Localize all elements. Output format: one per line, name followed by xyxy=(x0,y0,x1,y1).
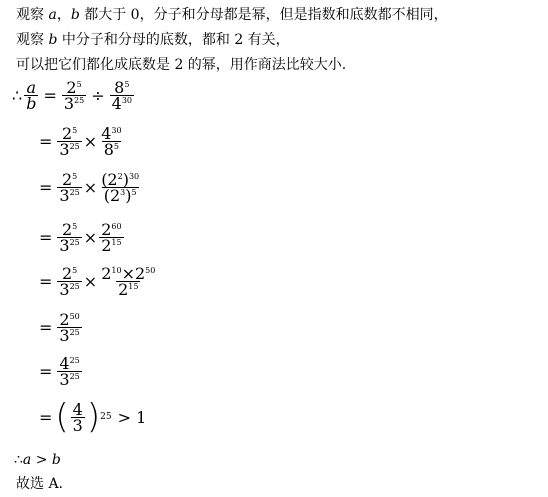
fraction xyxy=(99,266,157,297)
fraction xyxy=(62,80,86,111)
times-sign: × xyxy=(83,228,98,247)
equals-sign: = xyxy=(39,407,53,427)
denominator: $8^5$ xyxy=(103,140,120,159)
denominator: 3 xyxy=(72,415,83,435)
text-fragment: ， xyxy=(56,7,71,23)
numerator: $2^5$ xyxy=(61,220,78,239)
step-7 xyxy=(36,356,84,387)
therefore-symbol: ∴ xyxy=(12,86,23,105)
times-sign: × xyxy=(83,178,98,197)
times-sign: × xyxy=(83,132,98,151)
numerator: 4 xyxy=(72,399,83,419)
denominator: $3^{25}$ xyxy=(59,236,80,255)
greater-than: > xyxy=(31,452,52,468)
text-fragment: 观察 xyxy=(16,32,49,48)
step-4 xyxy=(36,222,126,253)
numerator: $2^{50}$ xyxy=(59,310,80,329)
denominator: $3^{25}$ xyxy=(59,140,80,159)
fraction xyxy=(99,126,123,157)
fraction xyxy=(110,80,134,111)
conclusion-line xyxy=(14,451,61,469)
denominator: $3^{25}$ xyxy=(59,280,80,299)
equals-sign: = xyxy=(39,318,53,337)
variable-a: a xyxy=(22,452,32,468)
variable-b: b xyxy=(48,32,58,48)
equals-sign: = xyxy=(39,272,53,291)
fraction xyxy=(57,172,81,203)
numerator: $2^5$ xyxy=(61,170,78,189)
text-fragment: 观察 xyxy=(16,7,49,23)
fraction xyxy=(57,222,81,253)
equals-sign: = xyxy=(43,86,57,105)
text-line-1 xyxy=(16,6,448,24)
equals-sign: = xyxy=(39,362,53,381)
denominator: b xyxy=(26,94,37,113)
variable-b: b xyxy=(51,452,61,468)
therefore-symbol: ∴ xyxy=(14,452,23,468)
text-fragment: 都大于 0，分子和分母都是幂，但是指数和底数都不相同， xyxy=(79,7,448,23)
text-line-3: 可以把它们都化成底数是 2 的幂，用作商法比较大小. xyxy=(16,57,347,73)
step-6 xyxy=(36,312,84,343)
step-8: = ( $\frac{4}{3}$ ) 25 > 1 xyxy=(39,397,147,437)
fraction xyxy=(57,126,81,157)
numerator: $4^{30}$ xyxy=(101,124,122,143)
fraction xyxy=(71,399,85,435)
numerator: $2^5$ xyxy=(61,124,78,143)
variable-b: b xyxy=(70,7,80,23)
fraction xyxy=(57,312,81,343)
denominator: $2^{15}$ xyxy=(118,280,139,299)
text-fragment: 中分子和分母的底数，都和 2 有关， xyxy=(57,32,290,48)
numerator: $2^{10}\times 2^{50}$ xyxy=(101,264,156,283)
times-sign: × xyxy=(83,272,98,291)
numerator: $2^{60}$ xyxy=(101,220,122,239)
step-5 xyxy=(36,266,159,297)
fraction xyxy=(57,356,81,387)
divide-sign: ÷ xyxy=(91,86,105,105)
denominator: $4^{30}$ xyxy=(111,94,132,113)
step-2 xyxy=(36,126,126,157)
equals-sign: = xyxy=(39,132,53,151)
equals-sign: = xyxy=(39,228,53,247)
fraction xyxy=(99,222,123,253)
numerator: $2^5$ xyxy=(61,264,78,283)
left-paren: ( xyxy=(55,397,69,437)
numerator: a xyxy=(26,78,37,97)
denominator: $3^{25}$ xyxy=(63,94,85,113)
numerator: $8^5$ xyxy=(114,78,130,97)
numerator: $4^{25}$ xyxy=(59,354,80,373)
variable-a: a xyxy=(48,7,57,23)
fraction xyxy=(57,266,81,297)
fraction-a-over-b xyxy=(24,80,38,111)
step-3 xyxy=(36,172,143,203)
step-1 xyxy=(12,80,136,111)
denominator: $3^{25}$ xyxy=(59,370,80,389)
right-paren: ) xyxy=(86,397,101,437)
numerator: $(2^2)^{30}$ xyxy=(101,170,140,189)
numerator: $2^5$ xyxy=(66,78,82,97)
text-line-2 xyxy=(16,31,290,49)
fraction xyxy=(99,172,141,203)
greater-than-one: > 1 xyxy=(117,407,147,427)
final-answer: 故选 A. xyxy=(16,476,64,492)
denominator: $3^{25}$ xyxy=(59,186,80,205)
denominator: $2^{15}$ xyxy=(101,236,122,255)
equals-sign: = xyxy=(39,178,53,197)
denominator: $3^{25}$ xyxy=(59,326,80,345)
denominator: $(2^3)^5$ xyxy=(103,186,137,205)
